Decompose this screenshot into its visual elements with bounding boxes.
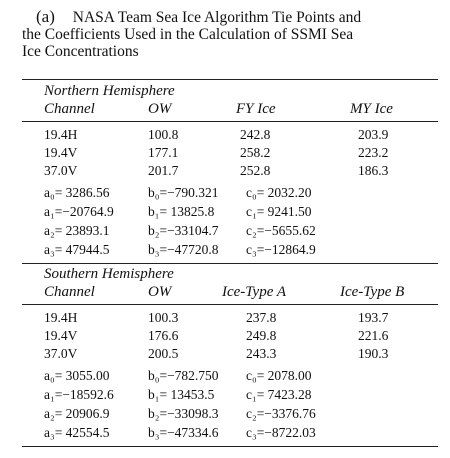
coef-b: b₁= 13453.5 (148, 387, 215, 402)
north-header-channel: Channel (44, 101, 95, 117)
south-header-row (0, 284, 450, 302)
coef-b: b₁= 13825.8 (148, 204, 215, 219)
section-divider (22, 263, 438, 264)
table-row (0, 328, 450, 345)
coef-c: c₁= 9241.50 (246, 204, 312, 219)
cell-ow: 100.3 (148, 310, 179, 325)
caption-label: (a) (36, 7, 55, 26)
coef-c: c₂=−5655.62 (246, 223, 316, 238)
coef-a: a₃= 42554.5 (44, 425, 110, 440)
cell-type-b: 193.7 (358, 310, 389, 325)
coef-b: b₃=−47334.6 (148, 425, 219, 440)
coef-c: c₂=−3376.76 (246, 406, 316, 421)
south-section-title: Southern Hemisphere (44, 266, 174, 282)
south-header-type-b: Ice-Type B (340, 284, 405, 300)
cell-ow: 177.1 (148, 145, 179, 160)
south-header-type-a: Ice-Type A (222, 284, 286, 300)
cell-channel: 37.0V (44, 163, 78, 178)
cell-channel: 37.0V (44, 346, 78, 361)
coef-b: b₂=−33098.3 (148, 406, 219, 421)
cell-type-b: 221.6 (358, 328, 389, 343)
cell-type-a: 249.8 (246, 328, 277, 343)
coef-b: b₂=−33104.7 (148, 223, 219, 238)
table-row (0, 145, 450, 162)
cell-ow: 201.7 (148, 163, 179, 178)
top-rule (22, 79, 438, 80)
coef-b: b₀=−782.750 (148, 368, 219, 383)
south-header-ow: OW (148, 284, 172, 300)
south-header-rule (22, 304, 438, 305)
north-header-fy: FY Ice (236, 101, 276, 117)
cell-channel: 19.4V (44, 328, 78, 343)
table-row (0, 163, 450, 180)
caption-line-2: the Coefficients Used in the Calculation of SSMI Sea (22, 26, 354, 43)
coef-b: b₀=−790.321 (148, 185, 219, 200)
table-row (0, 310, 450, 327)
cell-type-a: 243.3 (246, 346, 277, 361)
cell-ow: 200.5 (148, 346, 179, 361)
cell-type-a: 237.8 (246, 310, 277, 325)
coef-a: a₂= 20906.9 (44, 406, 110, 421)
coef-a: a₂= 23893.1 (44, 223, 110, 238)
cell-type-b: 190.3 (358, 346, 389, 361)
coef-c: c₁= 7423.28 (246, 387, 312, 402)
north-header-ow: OW (148, 101, 172, 117)
coef-a: a₃= 47944.5 (44, 242, 110, 257)
coef-c: c₃=−12864.9 (246, 242, 316, 257)
coef-c: c₀= 2032.20 (246, 185, 312, 200)
cell-fy: 258.2 (240, 145, 271, 160)
caption-line-1: NASA Team Sea Ice Algorithm Tie Points and (72, 9, 362, 26)
north-header-my: MY Ice (350, 101, 393, 117)
coef-a: a₀= 3055.00 (44, 368, 110, 383)
bottom-rule (22, 446, 438, 447)
cell-my: 186.3 (358, 163, 389, 178)
coef-a: a₁=−18592.6 (44, 387, 114, 402)
cell-my: 223.2 (358, 145, 389, 160)
cell-channel: 19.4H (44, 310, 78, 325)
north-header-rule (22, 121, 438, 122)
south-header-channel: Channel (44, 284, 95, 300)
table-row (0, 127, 450, 144)
north-section-title: Northern Hemisphere (44, 83, 175, 99)
cell-fy: 252.8 (240, 163, 271, 178)
caption-line-3: Ice Concentrations (22, 43, 139, 60)
north-header-row (0, 101, 450, 119)
cell-fy: 242.8 (240, 127, 271, 142)
cell-ow: 100.8 (148, 127, 179, 142)
coef-b: b₃=−47720.8 (148, 242, 219, 257)
coef-a: a₀= 3286.56 (44, 185, 110, 200)
table-caption (22, 8, 442, 60)
table-row (0, 346, 450, 363)
coef-a: a₁=−20764.9 (44, 204, 114, 219)
coef-c: c₃=−8722.03 (246, 425, 316, 440)
cell-ow: 176.6 (148, 328, 179, 343)
coef-c: c₀= 2078.00 (246, 368, 312, 383)
cell-channel: 19.4V (44, 145, 78, 160)
cell-my: 203.9 (358, 127, 389, 142)
cell-channel: 19.4H (44, 127, 78, 142)
